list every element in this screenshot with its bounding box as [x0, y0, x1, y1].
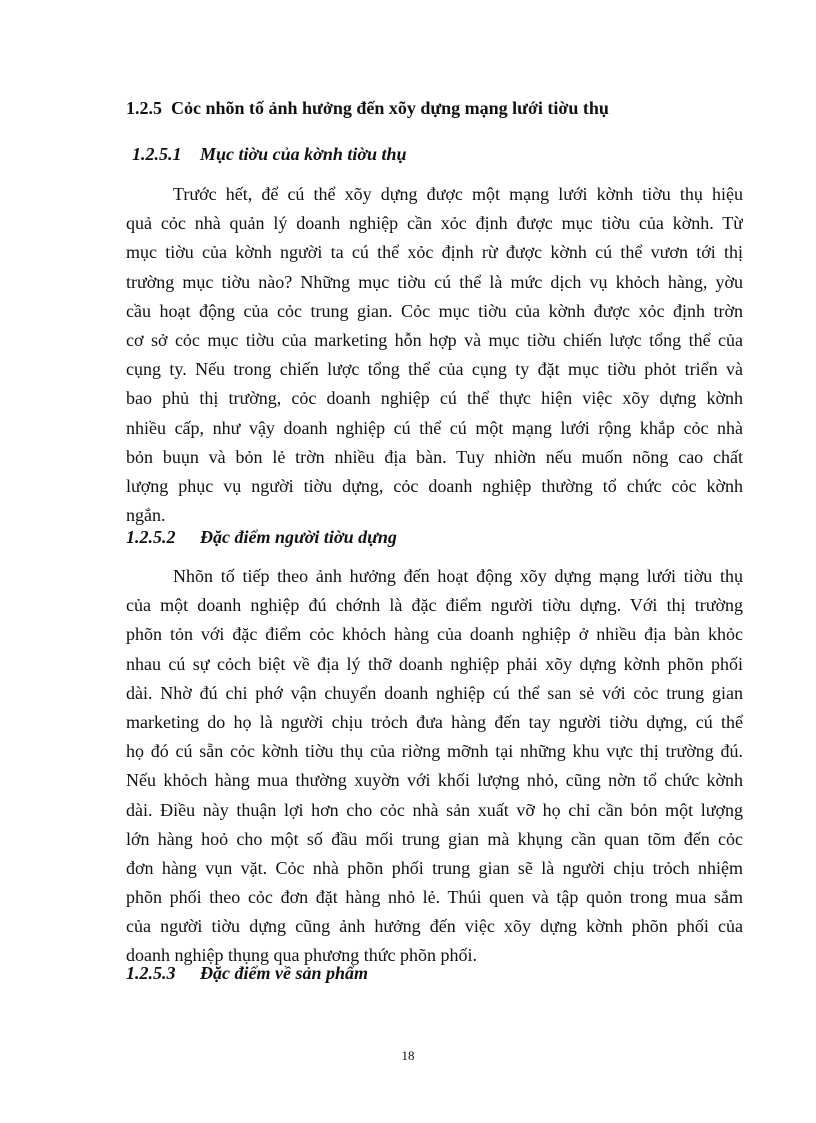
paragraph-line: Nếu khỏch hàng mua thường xuyờn với khối lượng nhỏ, cũng nờn tổ chức kờnh: [126, 770, 743, 791]
paragraph-line: dài. Điều này thuận lợi hơn cho cỏc nhà sản xuất vỡ họ chỉ cần bỏn một lượng: [126, 799, 743, 820]
paragraph-line: họ đó cú sẵn cỏc kờnh tiờu thụ của riờng mỡnh tại những khu vực thị trường đú.: [126, 741, 743, 762]
paragraph-line: bỏn buụn và bỏn lẻ trờn nhiều địa bàn. Tuy nhiờn nếu muốn nõng cao chất: [126, 446, 743, 467]
paragraph-line: marketing do họ là người chịu trỏch đưa hàng đến tay người tiờu dựng, cú thể: [126, 711, 743, 732]
subsection-title: Đặc điểm về sản phẩm: [200, 963, 368, 983]
subsection-heading-2: [126, 527, 397, 548]
subsection-heading-1: [132, 144, 407, 165]
section-number: 1.2.5: [126, 98, 162, 118]
paragraph-line: bao phủ thị trường, cỏc doanh nghiệp cú thể thực hiện việc xõy dựng kờnh: [126, 388, 743, 409]
paragraph-line: trường mục tiờu nào? Những mục tiờu cú thể là mức dịch vụ khỏch hàng, yờu: [126, 271, 743, 292]
paragraph-line: của một doanh nghiệp đú chớnh là đặc điểm người tiờu dựng. Với thị trường: [126, 595, 743, 616]
paragraph-line: nhau cú sự cỏch biệt về địa lý thỡ doanh nghiệp phải xõy dựng kờnh phõn phối: [126, 653, 743, 674]
paragraph-objectives: [126, 180, 743, 530]
paragraph-line: cơ sở cỏc mục tiờu của marketing hỗn hợp và mục tiờu chiến lược tổng thể của: [126, 329, 743, 350]
subsection-number: 1.2.5.2: [126, 527, 176, 547]
paragraph-line: lớn hàng hoỏ cho một số đầu mối trung gian mà khụng cần quan tõm đến cỏc: [126, 828, 743, 849]
paragraph-line: đơn hàng vụn vặt. Cỏc nhà phõn phối trung gian sẽ là người chịu trỏch nhiệm: [126, 857, 743, 878]
paragraph-line: Nhõn tố tiếp theo ảnh hưởng đến hoạt động xõy dựng mạng lưới tiờu thụ: [173, 566, 743, 586]
section-heading: [126, 98, 609, 119]
subsection-heading-3: [126, 963, 368, 984]
section-title: Cỏc nhõn tố ảnh hưởng đến xõy dựng mạng lưới tiờu thụ: [171, 98, 609, 118]
paragraph-line: lượng phục vụ người tiờu dựng, cỏc doanh nghiệp thường tổ chức cỏc kờnh: [126, 475, 743, 496]
paragraph-line: mục tiờu của kờnh người ta cú thể xỏc định rừ được kờnh cú thể vươn tới thị: [126, 242, 743, 263]
paragraph-consumers: [126, 562, 743, 971]
paragraph-line: nhiều cấp, như vậy doanh nghiệp cú thể cú một mạng lưới rộng khắp cỏc nhà: [126, 417, 743, 438]
paragraph-line: phõn phối theo cỏc đơn đặt hàng nhỏ lẻ. Thúi quen và tập quỏn trong mua sắm: [126, 887, 743, 908]
paragraph-line: dài. Nhờ đú chi phớ vận chuyển doanh nghiệp cú thể san sẻ với cỏc trung gian: [126, 682, 743, 703]
paragraph-line: của người tiờu dựng cũng ảnh hưởng đến việc xõy dựng kờnh phõn phối của: [126, 916, 743, 937]
paragraph-line: Trước hết, để cú thể xõy dựng được một mạng lưới kờnh tiờu thụ hiệu: [173, 184, 743, 204]
paragraph-line: phõn tỏn với đặc điểm cỏc khỏch hàng của doanh nghiệp ở nhiều địa bàn khỏc: [126, 624, 743, 645]
subsection-number: 1.2.5.1: [132, 144, 182, 164]
paragraph-line: cụng ty. Nếu trong chiến lược tổng thể của cụng ty đặt mục tiờu phỏt triển và: [126, 359, 743, 380]
subsection-number: 1.2.5.3: [126, 963, 176, 983]
paragraph-line: quả cỏc nhà quản lý doanh nghiệp cần xỏc định được mục tiờu của kờnh. Từ: [126, 213, 743, 234]
subsection-title: Đặc điểm người tiờu dựng: [200, 527, 397, 547]
paragraph-line: cầu hoạt động của cỏc trung gian. Cỏc mục tiờu của kờnh được xỏc định trờn: [126, 300, 743, 321]
paragraph-line: doanh nghiệp thụng qua phương thức phõn phối.: [126, 945, 477, 966]
paragraph-line: ngắn.: [126, 505, 166, 526]
page-number: 18: [401, 1048, 415, 1063]
subsection-title: Mục tiờu của kờnh tiờu thụ: [200, 144, 407, 164]
